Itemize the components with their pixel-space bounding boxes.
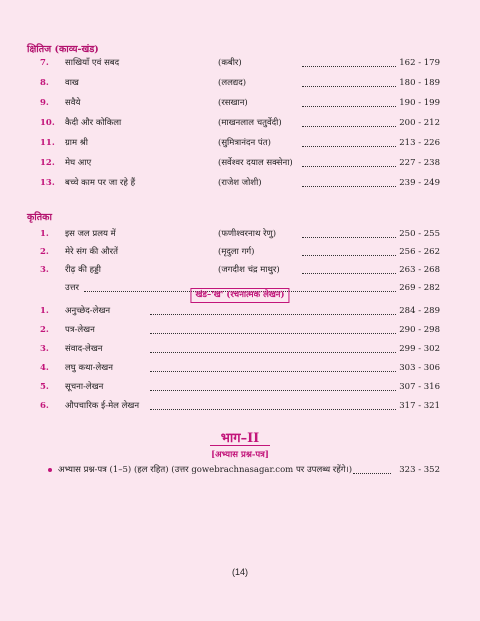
- toc-number: 13.: [40, 178, 55, 188]
- toc-row[interactable]: [40, 227, 440, 241]
- toc-row[interactable]: [40, 156, 440, 170]
- toc-number: 1.: [40, 306, 49, 316]
- toc-row[interactable]: [40, 323, 440, 337]
- bullet-icon: [48, 468, 52, 472]
- toc-title: अनुच्छेद-लेखन: [65, 306, 111, 316]
- page-number: (14): [231, 567, 248, 577]
- toc-row[interactable]: [40, 342, 440, 356]
- toc-row[interactable]: [40, 361, 440, 375]
- toc-pages: 213 - 226: [399, 138, 440, 148]
- toc-title: वाख: [65, 78, 79, 88]
- toc-author: (माखनलाल चतुर्वेदी): [218, 118, 282, 128]
- toc-number: 3.: [40, 265, 49, 275]
- toc-author: (ललद्यद): [218, 78, 247, 88]
- toc-number: 5.: [40, 382, 49, 392]
- toc-title: मेरे संग की औरतें: [65, 247, 118, 257]
- toc-row[interactable]: [40, 263, 440, 277]
- toc-row[interactable]: [40, 399, 440, 413]
- leader-dots: [150, 352, 396, 353]
- leader-dots: [302, 106, 396, 107]
- toc-author: (राजेश जोशी): [218, 178, 262, 188]
- toc-pages: 290 - 298: [399, 325, 440, 335]
- leader-dots: [302, 166, 396, 167]
- leader-dots: [302, 273, 396, 274]
- toc-author: (जगदीश चंद्र माथुर): [218, 265, 280, 275]
- bhag-subtitle: [अभ्यास प्रश्न-पत्र]: [211, 450, 269, 460]
- toc-number: 12.: [40, 158, 55, 168]
- toc-pages: 256 - 262: [399, 247, 440, 257]
- toc-row[interactable]: [40, 304, 440, 318]
- toc-title: साखियाँ एवं सबद: [65, 58, 120, 68]
- toc-title: सूचना-लेखन: [65, 382, 104, 392]
- leader-dots: [302, 186, 396, 187]
- toc-pages: 303 - 306: [399, 363, 440, 373]
- toc-title: संवाद-लेखन: [65, 344, 103, 354]
- leader-dots: [150, 409, 396, 410]
- section-heading-kshitij: क्षितिज (काव्य-खंड): [27, 44, 99, 55]
- toc-number: 10.: [40, 118, 55, 128]
- toc-pages: 190 - 199: [399, 98, 440, 108]
- toc-title: उत्तर: [65, 283, 80, 293]
- toc-row[interactable]: [40, 116, 440, 130]
- toc-pages: 284 - 289: [399, 306, 440, 316]
- practice-paper-row[interactable]: [48, 463, 440, 477]
- toc-author: (फणीश्वरनाथ रेणु): [218, 229, 277, 239]
- toc-pages: 263 - 268: [399, 265, 440, 275]
- toc-pages: 239 - 249: [399, 178, 440, 188]
- leader-dots: [302, 126, 396, 127]
- toc-title: ग्राम श्री: [65, 138, 89, 148]
- toc-number: 2.: [40, 247, 49, 257]
- toc-pages: 227 - 238: [399, 158, 440, 168]
- toc-row[interactable]: [40, 245, 440, 259]
- toc-author: (कबीर): [218, 58, 242, 68]
- leader-dots: [302, 237, 396, 238]
- leader-dots: [150, 390, 396, 391]
- leader-dots: [353, 473, 391, 474]
- leader-dots: [150, 333, 396, 334]
- leader-dots: [150, 371, 396, 372]
- toc-author: (रसखान): [218, 98, 248, 108]
- toc-number: 1.: [40, 229, 49, 239]
- toc-title: सवैये: [65, 98, 81, 108]
- practice-paper-pages: 323 - 352: [399, 465, 440, 475]
- toc-row[interactable]: [40, 380, 440, 394]
- leader-dots: [302, 146, 396, 147]
- toc-pages: 200 - 212: [399, 118, 440, 128]
- bhag-underline: [210, 445, 270, 446]
- leader-dots: [302, 86, 396, 87]
- toc-row[interactable]: [40, 76, 440, 90]
- practice-paper-text: अभ्यास प्रश्न-पत्र (1–5) (हल रहित) (उत्तर gowebrachnasagar.com पर उपलब्ध रहेंगे।): [58, 465, 353, 475]
- toc-row[interactable]: [40, 56, 440, 70]
- toc-pages: 162 - 179: [399, 58, 440, 68]
- toc-row[interactable]: [40, 136, 440, 150]
- leader-dots: [150, 314, 396, 315]
- toc-number: 6.: [40, 401, 49, 411]
- toc-title: पत्र-लेखन: [65, 325, 95, 335]
- toc-title: मेघ आए: [65, 158, 92, 168]
- toc-number: 9.: [40, 98, 49, 108]
- toc-title: लघु कथा-लेखन: [65, 363, 113, 373]
- toc-title: औपचारिक ई-मेल लेखन: [65, 401, 140, 411]
- toc-number: 4.: [40, 363, 49, 373]
- toc-title: कैदी और कोकिला: [65, 118, 122, 128]
- leader-dots: [302, 66, 396, 67]
- toc-author: (सुमित्रानंदन पंत): [218, 138, 271, 148]
- toc-number: 7.: [40, 58, 49, 68]
- toc-pages: 180 - 189: [399, 78, 440, 88]
- section-heading-khand-b: खंड–'ख' (रचनात्मक लेखन): [190, 288, 289, 303]
- leader-dots: [302, 255, 396, 256]
- toc-title: रीढ़ की हड्डी: [65, 265, 101, 275]
- toc-pages: 250 - 255: [399, 229, 440, 239]
- toc-pages: 307 - 316: [399, 382, 440, 392]
- toc-pages: 269 - 282: [399, 283, 440, 293]
- toc-number: 2.: [40, 325, 49, 335]
- toc-pages: 299 - 302: [399, 344, 440, 354]
- toc-row[interactable]: [40, 96, 440, 110]
- toc-author: (मृदुला गर्ग): [218, 247, 255, 257]
- toc-author: (सर्वेश्वर दयाल सक्सेना): [218, 158, 293, 168]
- toc-number: 11.: [40, 138, 55, 148]
- toc-number: 8.: [40, 78, 49, 88]
- toc-pages: 317 - 321: [399, 401, 440, 411]
- toc-number: 3.: [40, 344, 49, 354]
- toc-row[interactable]: [40, 176, 440, 190]
- section-heading-kritika: कृतिका: [27, 212, 52, 223]
- toc-title: इस जल प्रलय में: [65, 229, 116, 239]
- bhag-title: भाग–II: [220, 431, 260, 446]
- toc-title: बच्चे काम पर जा रहे हैं: [65, 178, 136, 188]
